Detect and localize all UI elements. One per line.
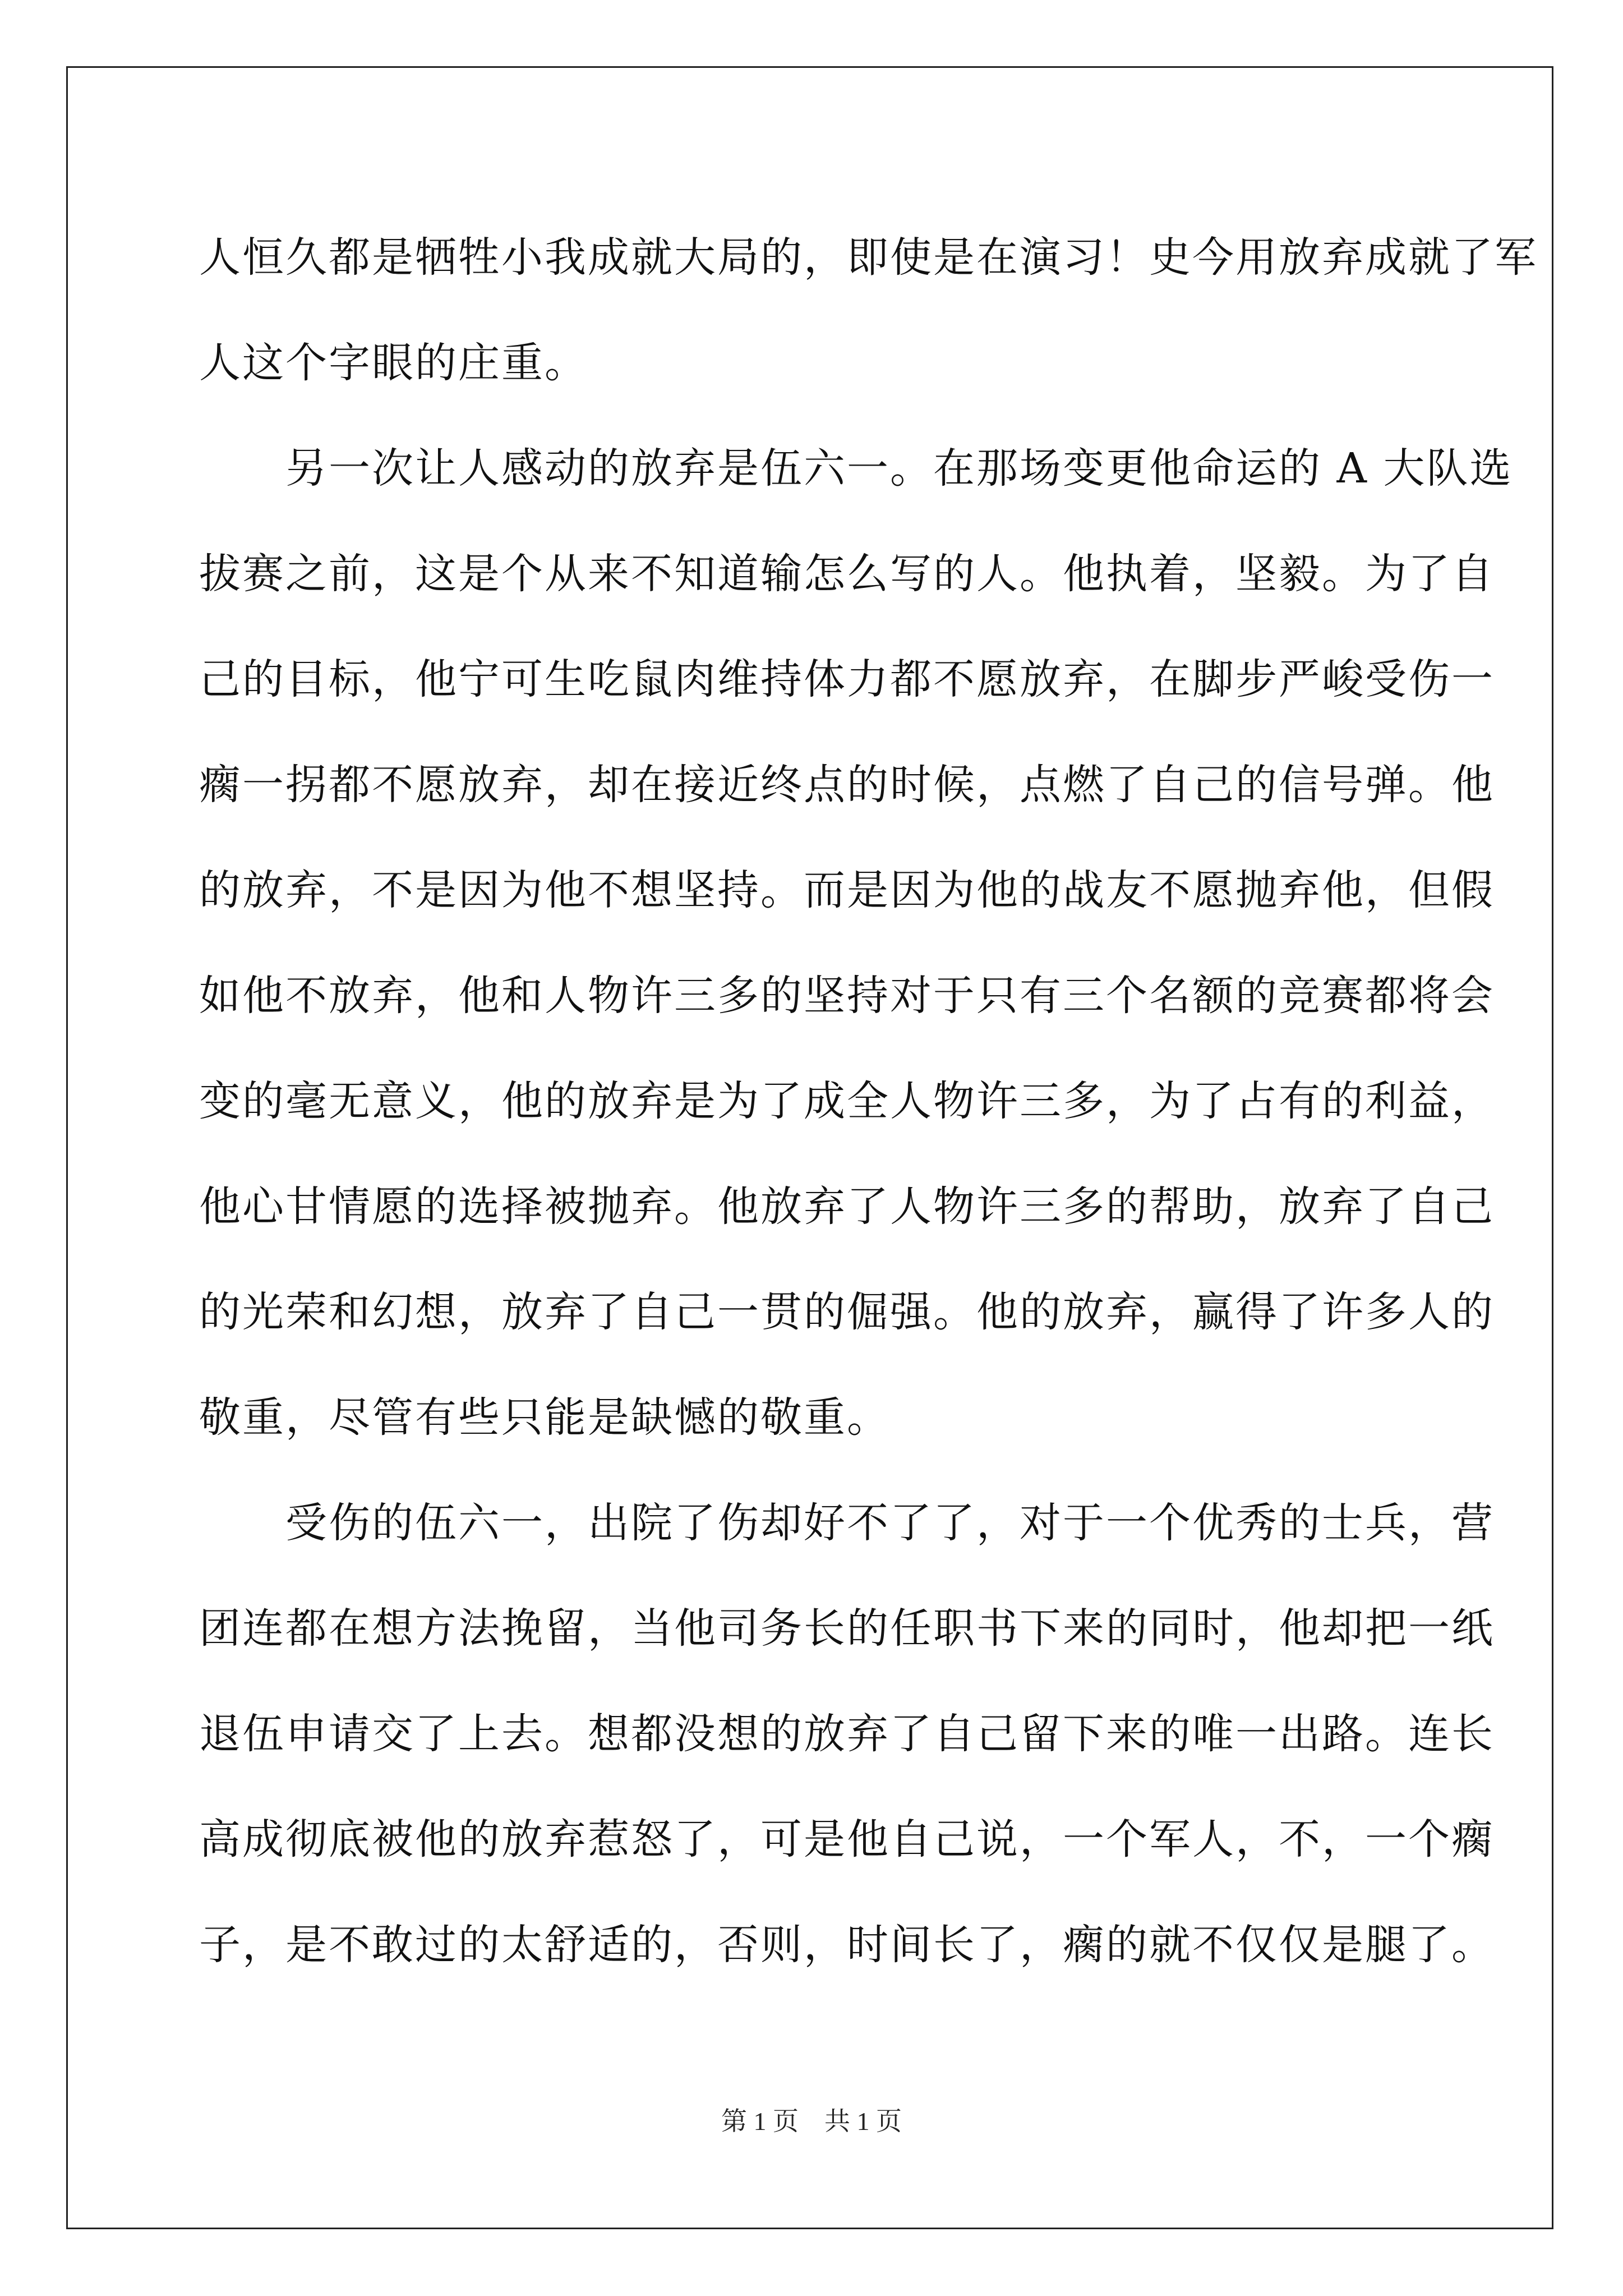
text-line: 如他不放弃，他和人物许三多的坚持对于只有三个名额的竞赛都将会 [199,972,1495,1020]
text-line: 拔赛之前，这是个从来不知道输怎么写的人。他执着，坚毅。为了自 [199,550,1495,598]
text-line: 敬重，尽管有些只能是缺憾的敬重。 [199,1393,890,1442]
text-line: 己的目标，他宁可生吃鼠肉维持体力都不愿放弃，在脚步严峻受伤一 [199,655,1495,703]
text-line: 退伍申请交了上去。想都没想的放弃了自己留下来的唯一出路。连长 [199,1710,1495,1758]
text-line: 瘸一拐都不愿放弃，却在接近终点的时候，点燃了自己的信号弹。他 [199,761,1495,809]
text-line: 人恒久都是牺牲小我成就大局的，即使是在演习！史今用放弃成就了军 [199,233,1538,282]
text-line: 受伤的伍六一，出院了伤却好不了了，对于一个优秀的士兵，营 [199,1499,1495,1547]
text-line: 的光荣和幻想，放弃了自己一贯的倔强。他的放弃，赢得了许多人的 [199,1288,1495,1336]
text-line: 人这个字眼的庄重。 [199,339,588,387]
page-number: 第 1 页 共 1 页 [721,2107,902,2136]
document-body [199,205,1538,1998]
text-line: 另一次让人感动的放弃是伍六一。在那场变更他命运的 A 大队选 [199,444,1513,493]
text-line: 的放弃，不是因为他不想坚持。而是因为他的战友不愿抛弃他，但假 [199,866,1495,914]
text-line: 他心甘情愿的选择被抛弃。他放弃了人物许三多的帮助，放弃了自己 [199,1182,1495,1231]
text-line: 变的毫无意义，他的放弃是为了成全人物许三多，为了占有的利益， [199,1077,1495,1125]
text-line: 子，是不敢过的太舒适的，否则，时间长了，瘸的就不仅仅是腿了。 [199,1921,1495,1969]
text-line: 高成彻底被他的放弃惹怒了，可是他自己说，一个军人，不，一个瘸 [199,1815,1495,1864]
text-line: 团连都在想方法挽留，当他司务长的任职书下来的同时，他却把一纸 [199,1604,1495,1653]
